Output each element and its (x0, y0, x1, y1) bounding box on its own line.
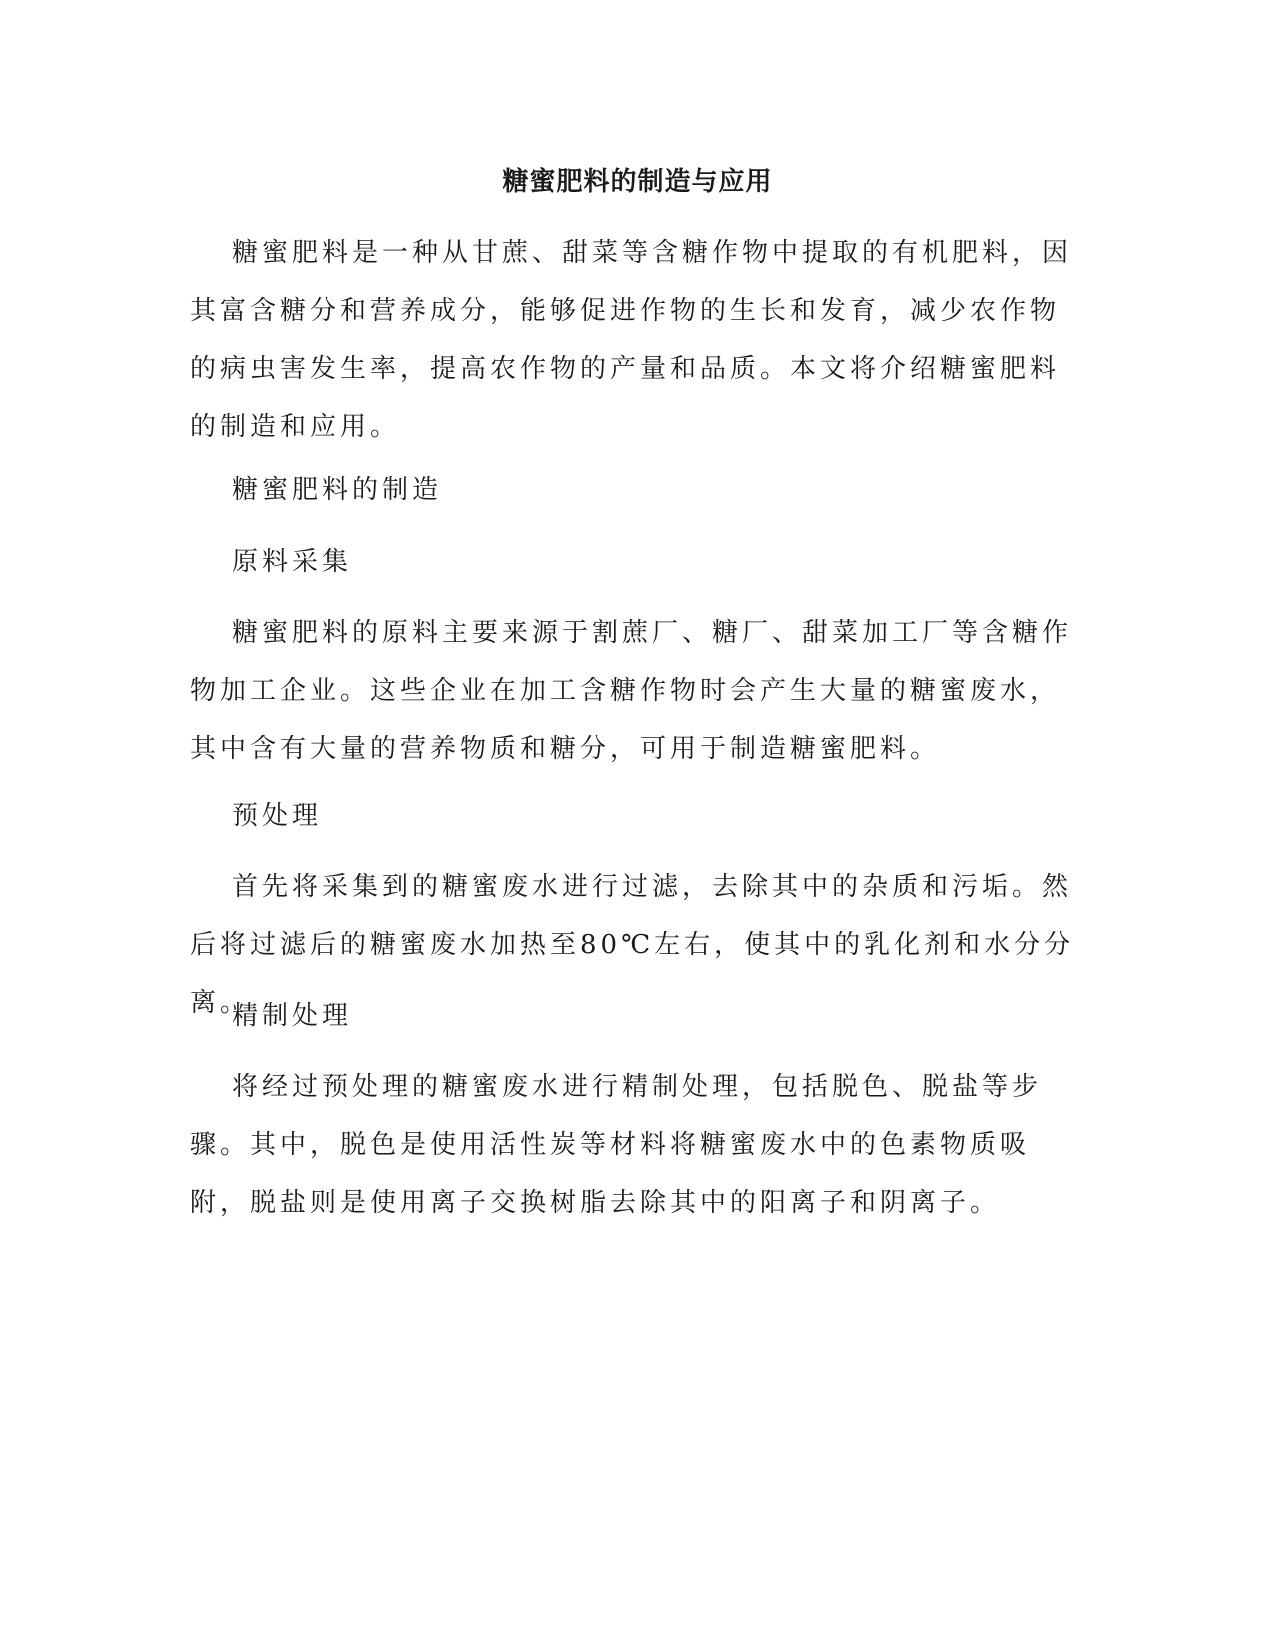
paragraph-raw-material: 糖蜜肥料的原料主要来源于割蔗厂、糖厂、甜菜加工厂等含糖作物加工企业。这些企业在加工含糖作物时会产生大量的糖蜜废水，其中含有大量的营养物质和糖分，可用于制造糖蜜肥料。 (190, 618, 1073, 764)
subheading-refining: 精制处理 (232, 1001, 353, 1031)
intro-paragraph: 糖蜜肥料是一种从甘蔗、甜菜等含糖作物中提取的有机肥料，因其富含糖分和营养成分，能够促进作物的生长和发育，减少农作物的病虫害发生率，提高农作物的产量和品质。本文将介绍糖蜜肥料的制造和应用。 (190, 238, 1073, 442)
section-heading-manufacture: 糖蜜肥料的制造 (232, 475, 443, 505)
paragraph-refining: 将经过预处理的糖蜜废水进行精制处理，包括脱色、脱盐等步骤。其中，脱色是使用活性炭等材料将糖蜜废水中的色素物质吸附，脱盐则是使用离子交换树脂去除其中的阳离子和阴离子。 (190, 1072, 1043, 1218)
paragraph-pretreatment: 首先将采集到的糖蜜废水进行过滤，去除其中的杂质和污垢。然后将过滤后的糖蜜废水加热至80℃左右，使其中的乳化剂和水分分离。 (190, 872, 1075, 1018)
subheading-raw-material: 原料采集 (232, 547, 353, 577)
subheading-pretreatment: 预处理 (232, 801, 323, 831)
page-title: 糖蜜肥料的制造与应用 (502, 167, 773, 197)
